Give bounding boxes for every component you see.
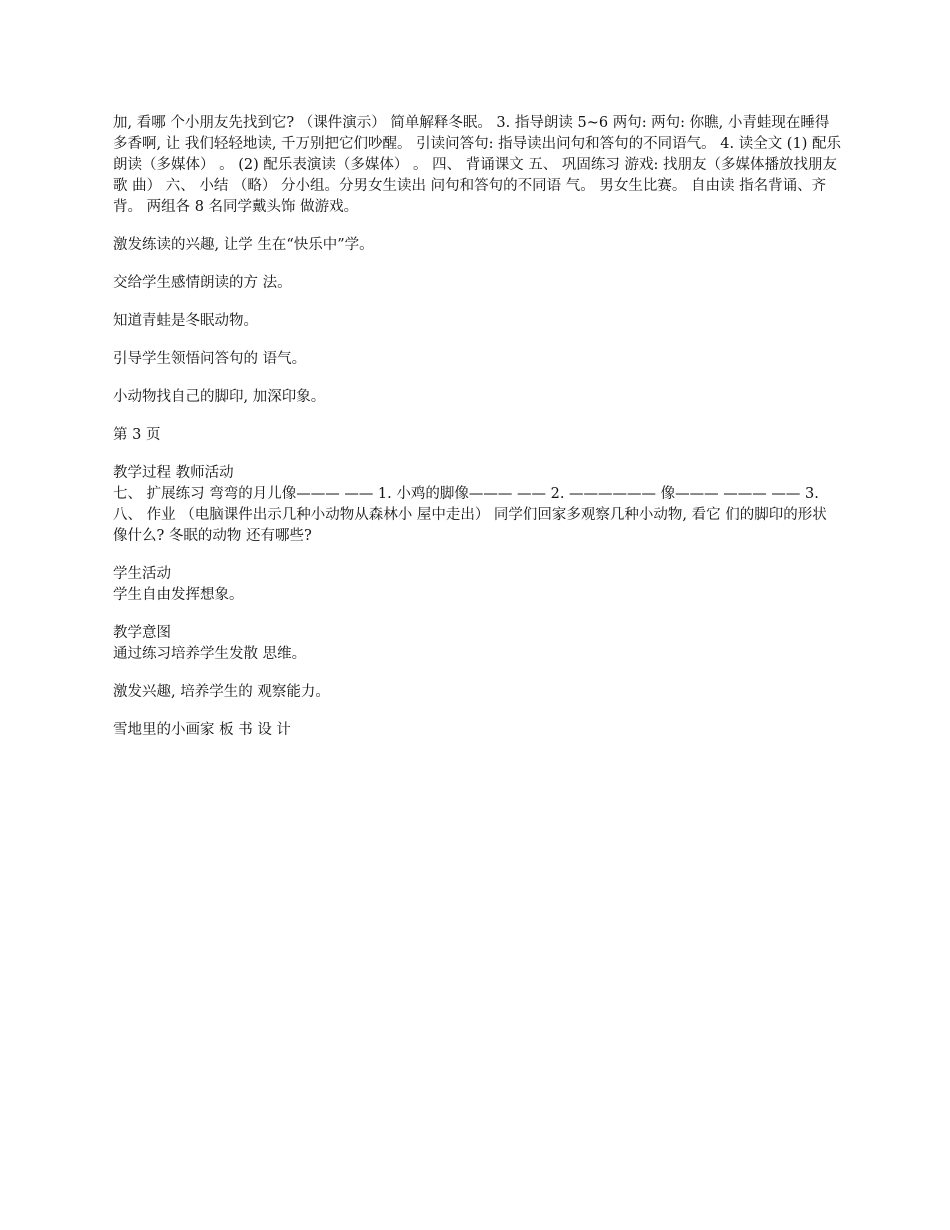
intent-note-tone: 引导学生领悟问答句的 语气。	[113, 351, 307, 367]
student-activity-body: 学生自由发挥想象。	[113, 587, 244, 603]
teaching-intent-section	[113, 623, 841, 665]
intent-note-footprint: 小动物找自己的脚印, 加深印象。	[113, 389, 326, 405]
teaching-process-body: 七、 扩展练习 弯弯的月儿像——— —— 1. 小鸡的脚像——— —— 2. —————— 像——— ——— —— 3. 八、 作业 （电脑课件出示几种小动物从森林小 屋中走出） 同学们回家多观察几种小动物, 看它 们的脚印的形状像什么? 冬眠的动物 还有哪些?	[113, 486, 827, 544]
section-heading-teacher: 教学过程 教师活动	[113, 465, 234, 481]
intent-note-method: 交给学生感情朗读的方 法。	[113, 275, 292, 291]
body-paragraph-reading-steps: 加, 看哪 个小朋友先找到它? （课件演示） 简单解释冬眠。 3. 指导朗读 5~6 两句: 两句: 你瞧, 小青蛙现在睡得多香啊, 让 我们轻轻地读, 千万别把它们吵醒。 引读问答句: 指导读出问句和答句的不同语气。 4. 读全文 (1) 配乐朗读（多媒体） 。 (2) 配乐表演读（多媒体） 。 四、 背诵课文 五、 巩固练习 游戏: 找朋友（多媒体播放找朋友歌 曲） 六、 小结 （略） 分小组。分男女生读出 问句和答句的不同语 气。 男女生比赛。 自由读 指名背诵、齐背。 两组各 8 名同学戴头饰 做游戏。	[113, 115, 841, 215]
board-design-title: 雪地里的小画家 板 书 设 计	[113, 722, 291, 738]
teaching-process-section	[113, 463, 841, 547]
intent-note-hibernation: 知道青蛙是冬眠动物。	[113, 313, 258, 329]
section-heading-intent: 教学意图	[113, 625, 171, 641]
section-heading-student: 学生活动	[113, 566, 171, 582]
intent-note-interest: 激发练读的兴趣, 让学 生在“快乐中”学。	[113, 237, 374, 253]
document-page	[113, 113, 841, 758]
page-number: 第 3 页	[113, 427, 161, 443]
teaching-intent-body: 通过练习培养学生发散 思维。	[113, 646, 307, 662]
intent-note-observation: 激发兴趣, 培养学生的 观察能力。	[113, 684, 330, 700]
student-activity-section	[113, 564, 841, 606]
